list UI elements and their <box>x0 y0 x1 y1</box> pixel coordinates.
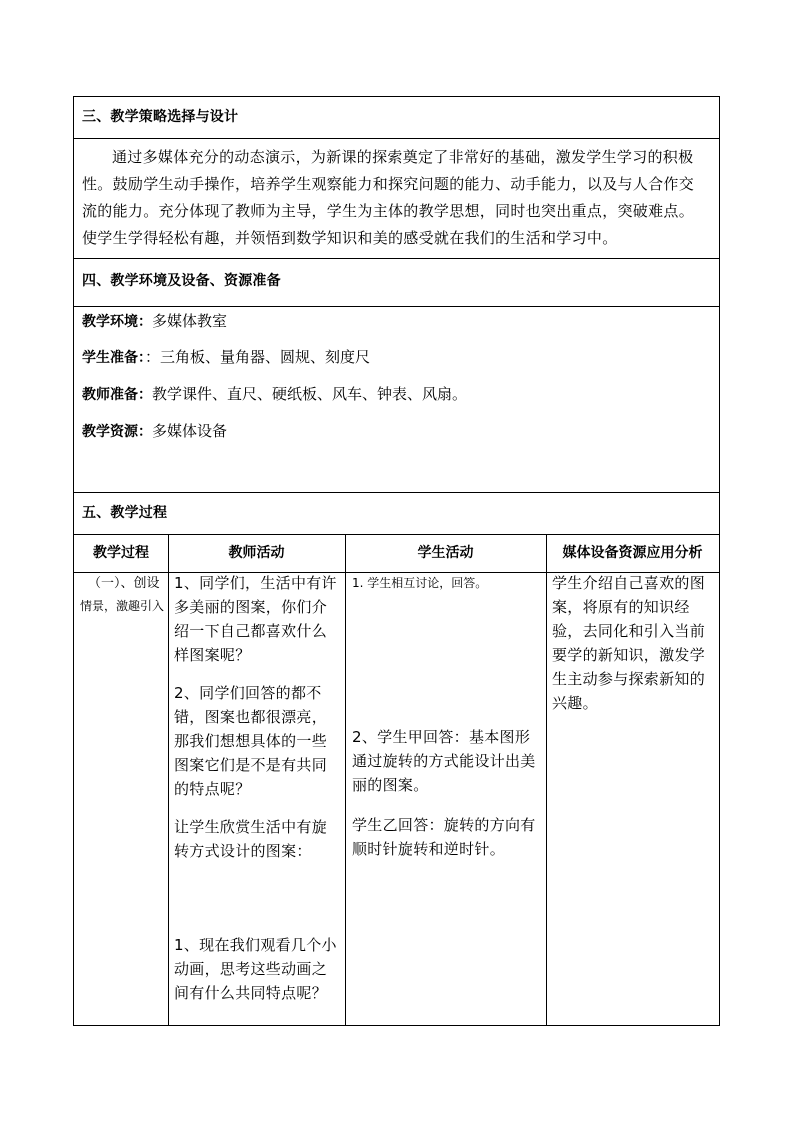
teacher-prep-line <box>82 384 467 405</box>
student-activity-1: 1. 学生相互讨论，回答。 <box>352 576 488 590</box>
environment-line <box>82 311 227 332</box>
media-analysis: 学生介绍自己喜欢的图案，将原有的知识经验，去同化和引入当前要学的新知识，激发学生主动参与探索新知的兴趣。 <box>552 574 706 712</box>
media-cell <box>552 573 716 1025</box>
stage-cell <box>80 573 166 1025</box>
section5-heading: 五、教学过程 <box>82 505 168 521</box>
col-header-media: 媒体设备资源应用分析 <box>562 545 703 561</box>
student-prep-label: 学生准备： <box>82 350 145 366</box>
section3-heading-row <box>74 97 719 139</box>
student-activity-2: 2、学生甲回答：基本图形通过旋转的方式能设计出美丽的图案。 <box>352 728 536 794</box>
section4-heading: 四、教学环境及设备、资源准备 <box>82 273 281 289</box>
divider <box>168 573 169 1025</box>
section4-heading-row <box>74 259 719 307</box>
resources-label: 教学资源： <box>82 424 152 440</box>
section3-body-row <box>74 139 719 259</box>
teacher-cell <box>174 573 342 1025</box>
resources-line <box>82 421 227 442</box>
resources-value: 多媒体设备 <box>152 422 228 440</box>
student-activity-3: 学生乙回答：旋转的方向有顺时针旋转和逆时针。 <box>352 816 536 858</box>
student-cell <box>352 573 544 1025</box>
section5-heading-row <box>74 493 719 535</box>
col-header-stage: 教学过程 <box>93 545 149 561</box>
strategy-paragraph: 通过多媒体充分的动态演示，为新课的探索奠定了非常好的基础，激发学生学习的积极性。鼓励学生动手操作，培养学生观察能力和探究问题的能力、动手能力，以及与人合作交流的能力。充分体现了教师为主导，学生为主体的教学思想，同时也突出重点，突破难点。使学生学得轻松有趣，并领悟到数学知识和美的感受就在我们的生活和学习中。 <box>82 148 695 247</box>
teacher-activity-3: 让学生欣赏生活中有旋转方式设计的图案： <box>174 818 328 860</box>
teacher-prep-label: 教师准备： <box>82 387 152 403</box>
teacher-activity-4: 1、现在我们观看几个小动画，思考这些动画之间有什么共同特点呢？ <box>174 936 337 1002</box>
stage-line-2: 情景，激趣引入 <box>80 599 165 613</box>
divider <box>345 573 346 1025</box>
environment-label: 教学环境： <box>82 314 152 330</box>
process-row <box>74 573 719 1025</box>
teacher-activity-2: 2、同学们回答的都不错，图案也都很漂亮，那我们想想具体的一些图案它们是不是有共同的特点呢？ <box>174 684 328 798</box>
col-header-student: 学生活动 <box>417 545 474 561</box>
col-header-teacher: 教师活动 <box>228 545 285 561</box>
section4-body-row <box>74 307 719 493</box>
teacher-activity-1: 1、同学们，生活中有许多美丽的图案，你们介绍一下自己都喜欢什么样图案呢？ <box>174 574 337 664</box>
environment-value: 多媒体教室 <box>152 312 228 330</box>
student-prep-line <box>82 347 370 368</box>
student-prep-value: ：三角板、量角器、圆规、刻度尺 <box>145 348 371 366</box>
process-header-row <box>74 535 719 573</box>
lesson-plan-table <box>73 96 720 1026</box>
divider <box>546 573 547 1025</box>
teacher-prep-value: 教学课件、直尺、硬纸板、风车、钟表、风扇。 <box>152 385 468 403</box>
stage-line-1: （一）、创设 <box>88 576 160 591</box>
section3-heading: 三、教学策略选择与设计 <box>82 109 239 125</box>
